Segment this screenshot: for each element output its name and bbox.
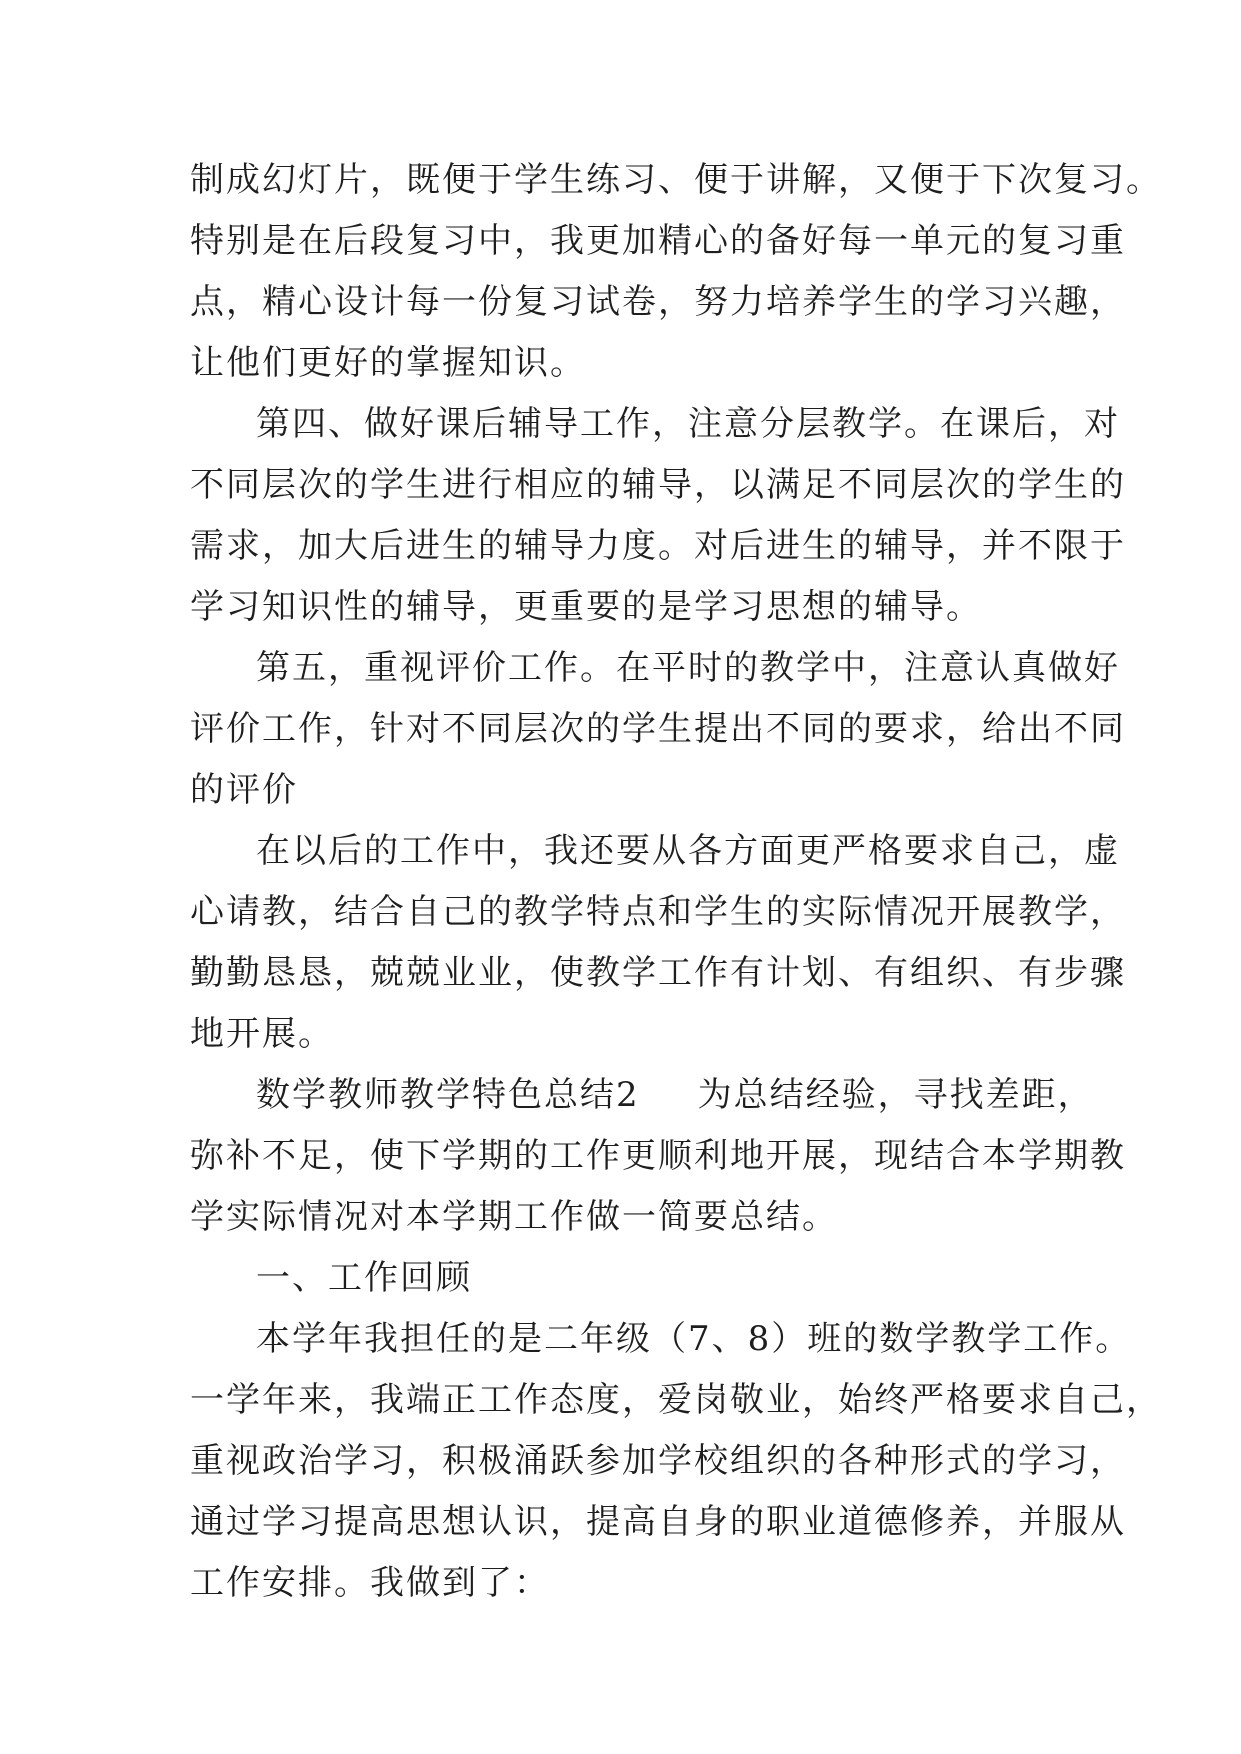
document-heading: 数学教师教学特色总结2 [256,1075,640,1115]
paragraph-start-line: 第五，重视评价工作。在平时的教学中，注意认真做好 [256,648,1120,688]
paragraph-start-line: 本学年我担任的是二年级（7、8）班的数学教学工作。 [256,1319,1132,1359]
text-line: 评价工作，针对不同层次的学生提出不同的要求，给出不同 [190,709,1126,749]
text-line: 通过学习提高思想认识，提高自身的职业道德修养，并服从 [190,1502,1126,1542]
paragraph-start-line: 第四、做好课后辅导工作，注意分层教学。在课后，对 [256,404,1120,444]
text-line: 不同层次的学生进行相应的辅导，以满足不同层次的学生的 [190,465,1126,505]
text-line: 为总结经验，寻找差距， [697,1075,1094,1115]
paragraph-start-line: 在以后的工作中，我还要从各方面更严格要求自己，虚 [256,831,1120,871]
text-line: 勤勤恳恳，兢兢业业，使教学工作有计划、有组织、有步骤 [190,953,1126,993]
text-line: 弥补不足，使下学期的工作更顺利地开展，现结合本学期教 [190,1136,1126,1176]
text-line: 的评价 [190,770,298,810]
text-line: 让他们更好的掌握知识。 [190,343,586,383]
text-line: 学实际情况对本学期工作做一简要总结。 [190,1197,838,1237]
text-line: 一学年来，我端正工作态度，爱岗敬业，始终严格要求自己， [190,1380,1162,1420]
text-line: 需求，加大后进生的辅导力度。对后进生的辅导，并不限于 [190,526,1126,566]
section-heading-line [256,1065,1094,1125]
text-line: 工作安排。我做到了： [190,1563,550,1603]
text-line: 重视政治学习，积极涌跃参加学校组织的各种形式的学习， [190,1441,1126,1481]
text-line: 特别是在后段复习中，我更加精心的备好每一单元的复习重 [190,221,1126,261]
text-line: 地开展。 [190,1014,334,1054]
text-line: 学习知识性的辅导，更重要的是学习思想的辅导。 [190,587,982,627]
section-title: 一、工作回顾 [256,1258,472,1298]
text-line: 制成幻灯片，既便于学生练习、便于讲解，又便于下次复习。 [190,160,1162,200]
text-line: 点，精心设计每一份复习试卷，努力培养学生的学习兴趣， [190,282,1126,322]
text-line: 心请教，结合自己的教学特点和学生的实际情况开展教学， [190,892,1126,932]
